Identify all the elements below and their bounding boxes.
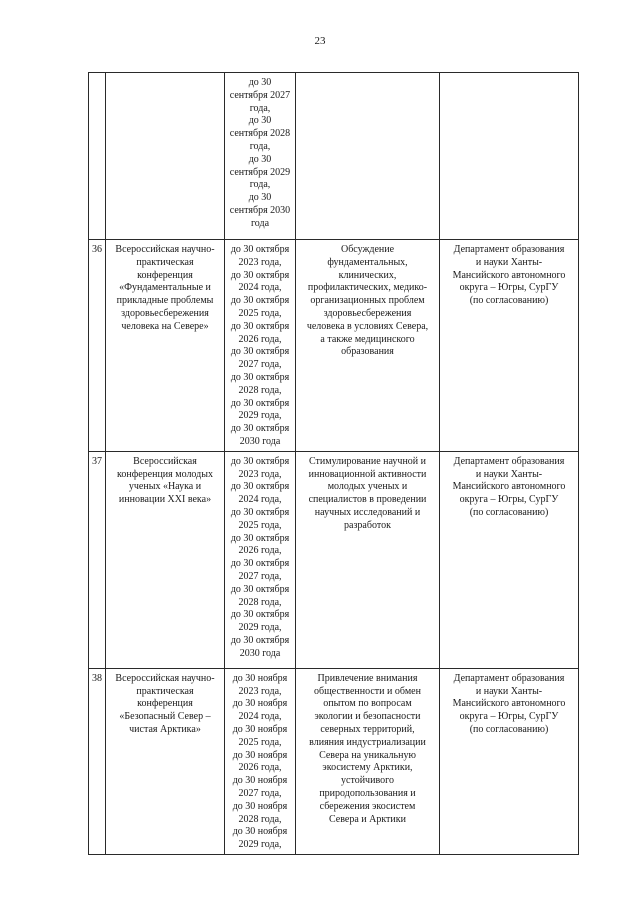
- cell-text-line: года,: [249, 140, 271, 152]
- cell-text-line: северных территорий,: [320, 723, 415, 735]
- event-goal-cell: [296, 73, 440, 240]
- cell-text-line: года,: [249, 102, 271, 114]
- cell-text-line: 2026 года,: [238, 762, 282, 774]
- cell-text-line: и науки Ханты-: [475, 468, 543, 480]
- cell-text-line: 2028 года,: [238, 384, 282, 396]
- event-name-cell: [106, 240, 225, 452]
- events-table-body: [89, 73, 579, 855]
- cell-text-line: 2026 года,: [238, 545, 282, 557]
- cell-text-line: 2024 года,: [238, 494, 282, 506]
- cell-text-line: человека в условиях Севера,: [306, 320, 429, 332]
- cell-text-line: 2027 года,: [238, 570, 282, 582]
- table-row: [89, 451, 579, 668]
- row-number: 38: [89, 668, 106, 854]
- cell-text-line: Мансийского автономного: [452, 481, 566, 493]
- cell-text-line: практическая: [136, 685, 194, 697]
- cell-text-line: 2025 года,: [238, 307, 282, 319]
- cell-text-line: образования: [341, 346, 394, 358]
- cell-text-line: 2029 года,: [238, 410, 282, 422]
- cell-text-line: до 30 октября: [230, 481, 290, 493]
- cell-text-line: инновации XXI века»: [118, 494, 212, 506]
- cell-text-line: до 30 октября: [230, 397, 290, 409]
- cell-text-line: 2024 года,: [238, 282, 282, 294]
- cell-text-line: до 30 октября: [230, 506, 290, 518]
- events-table: [88, 72, 579, 855]
- cell-text-line: специалистов в проведении: [308, 494, 427, 506]
- row-number: 37: [89, 451, 106, 668]
- cell-text-line: Привлечение внимания: [317, 672, 418, 684]
- cell-text-line: до 30 октября: [230, 244, 290, 255]
- cell-text-line: Департамент образования: [453, 244, 565, 255]
- cell-text-line: до 30 ноября: [232, 723, 288, 735]
- cell-text-line: Всероссийская: [133, 455, 197, 467]
- cell-text-line: общественности и обмен: [314, 685, 421, 697]
- cell-text-line: до 30 ноября: [232, 749, 288, 761]
- cell-text-line: года,: [249, 179, 271, 191]
- cell-text-line: опытом по вопросам: [323, 698, 412, 710]
- cell-text-line: Обсуждение: [340, 244, 395, 255]
- event-name-cell: [106, 668, 225, 854]
- cell-text-line: практическая: [136, 256, 194, 268]
- cell-text-line: 2027 года,: [238, 787, 282, 799]
- cell-text-line: и науки Ханты-: [475, 256, 543, 268]
- cell-text-line: до 30 октября: [230, 634, 290, 646]
- cell-text-line: инновационной активности: [308, 468, 427, 480]
- cell-text-line: человека на Севере»: [121, 320, 209, 332]
- cell-text-line: до 30 октября: [230, 609, 290, 621]
- cell-text-line: сентября 2029: [229, 166, 291, 178]
- cell-text-line: Департамент образования: [453, 672, 565, 684]
- cell-text-line: организационных проблем: [310, 295, 425, 307]
- cell-text-line: Севера на уникальную: [319, 749, 416, 761]
- responsible-cell: [440, 668, 579, 854]
- cell-text-line: до 30 октября: [230, 423, 290, 435]
- event-goal-cell: [296, 451, 440, 668]
- table-row: [89, 73, 579, 240]
- cell-text-line: сентября 2027: [229, 89, 291, 101]
- event-dates-cell: [225, 451, 296, 668]
- event-dates-cell: [225, 240, 296, 452]
- cell-text-line: до 30 ноября: [232, 698, 288, 710]
- cell-text-line: экологии и безопасности: [314, 711, 421, 723]
- responsible-cell: [440, 451, 579, 668]
- cell-text-line: Мансийского автономного: [452, 269, 566, 281]
- cell-text-line: до 30 октября: [230, 346, 290, 358]
- cell-text-line: до 30 октября: [230, 583, 290, 595]
- event-name-cell: [106, 73, 225, 240]
- cell-text-line: молодых ученых и: [327, 481, 408, 493]
- cell-text-line: до 30 ноября: [232, 800, 288, 812]
- cell-text-line: Севера и Арктики: [328, 813, 406, 825]
- cell-text-line: устойчивого: [341, 775, 394, 787]
- cell-text-line: «Фундаментальные и: [119, 282, 211, 294]
- cell-text-line: разработок: [344, 519, 391, 531]
- cell-text-line: округа – Югры, СурГУ: [459, 282, 559, 294]
- cell-text-line: округа – Югры, СурГУ: [459, 711, 559, 723]
- cell-text-line: (по согласованию): [469, 723, 549, 735]
- cell-text-line: 2029 года,: [238, 839, 282, 851]
- cell-text-line: 2023 года,: [238, 468, 282, 480]
- cell-text-line: Стимулирование научной и: [308, 455, 427, 467]
- cell-text-line: конференция молодых: [117, 468, 213, 480]
- cell-text-line: до 30: [248, 115, 272, 127]
- event-name-cell: [106, 451, 225, 668]
- cell-text-line: (по согласованию): [469, 506, 549, 518]
- cell-text-line: влияния индустриализации: [309, 736, 426, 748]
- event-goal-cell: [296, 240, 440, 452]
- cell-text-line: до 30: [248, 77, 272, 88]
- event-dates-cell: [225, 73, 296, 240]
- cell-text-line: 2029 года,: [238, 622, 282, 634]
- cell-text-line: до 30 октября: [230, 371, 290, 383]
- cell-text-line: сентября 2028: [229, 128, 291, 140]
- cell-text-line: округа – Югры, СурГУ: [459, 494, 559, 506]
- cell-text-line: Мансийского автономного: [452, 698, 566, 710]
- cell-text-line: чистая Арктика»: [129, 723, 201, 735]
- cell-text-line: прикладные проблемы: [116, 295, 214, 307]
- cell-text-line: 2027 года,: [238, 359, 282, 371]
- cell-text-line: 2025 года,: [238, 736, 282, 748]
- event-goal-cell: [296, 668, 440, 854]
- cell-text-line: Всероссийская научно-: [115, 672, 215, 684]
- cell-text-line: сентября 2030: [229, 204, 291, 216]
- page-number: 23: [314, 35, 326, 47]
- cell-text-line: экосистему Арктики,: [322, 762, 413, 774]
- cell-text-line: а также медицинского: [320, 333, 415, 345]
- cell-text-line: конференция: [137, 698, 193, 710]
- row-number: [89, 73, 106, 240]
- cell-text-line: сбережения экосистем: [319, 800, 416, 812]
- event-dates-cell: [225, 668, 296, 854]
- cell-text-line: 2023 года,: [238, 256, 282, 268]
- cell-text-line: до 30 ноября: [232, 775, 288, 787]
- cell-text-line: Департамент образования: [453, 455, 565, 467]
- cell-text-line: до 30 ноября: [232, 672, 288, 684]
- table-row: [89, 668, 579, 854]
- cell-text-line: клинических,: [338, 269, 397, 281]
- cell-text-line: до 30 октября: [230, 295, 290, 307]
- cell-text-line: до 30 октября: [230, 455, 290, 467]
- cell-text-line: здоровьесбережения: [121, 307, 209, 319]
- cell-text-line: 2028 года,: [238, 596, 282, 608]
- row-number: 36: [89, 240, 106, 452]
- cell-text-line: фундаментальных,: [327, 256, 408, 268]
- cell-text-line: 2026 года,: [238, 333, 282, 345]
- cell-text-line: до 30 ноября: [232, 826, 288, 838]
- responsible-cell: [440, 73, 579, 240]
- cell-text-line: до 30: [248, 192, 272, 204]
- cell-text-line: до 30 октября: [230, 320, 290, 332]
- cell-text-line: «Безопасный Север –: [119, 711, 211, 723]
- cell-text-line: здоровьесбережения: [323, 307, 412, 319]
- cell-text-line: и науки Ханты-: [475, 685, 543, 697]
- cell-text-line: профилактических, медико-: [307, 282, 428, 294]
- cell-text-line: до 30 октября: [230, 558, 290, 570]
- cell-text-line: конференция: [137, 269, 193, 281]
- responsible-cell: [440, 240, 579, 452]
- table-row: [89, 240, 579, 452]
- cell-text-line: 2025 года,: [238, 519, 282, 531]
- cell-text-line: Всероссийская научно-: [115, 244, 215, 255]
- cell-text-line: 2024 года,: [238, 711, 282, 723]
- cell-text-line: до 30: [248, 153, 272, 165]
- cell-text-line: до 30 октября: [230, 269, 290, 281]
- cell-text-line: ученых «Наука и: [128, 481, 202, 493]
- cell-text-line: 2028 года,: [238, 813, 282, 825]
- cell-text-line: (по согласованию): [469, 295, 549, 307]
- cell-text-line: года: [250, 217, 270, 229]
- cell-text-line: 2030 года: [239, 435, 281, 447]
- cell-text-line: 2023 года,: [238, 685, 282, 697]
- cell-text-line: 2030 года: [239, 647, 281, 659]
- cell-text-line: научных исследований и: [314, 506, 421, 518]
- cell-text-line: природопользования и: [319, 787, 416, 799]
- cell-text-line: до 30 октября: [230, 532, 290, 544]
